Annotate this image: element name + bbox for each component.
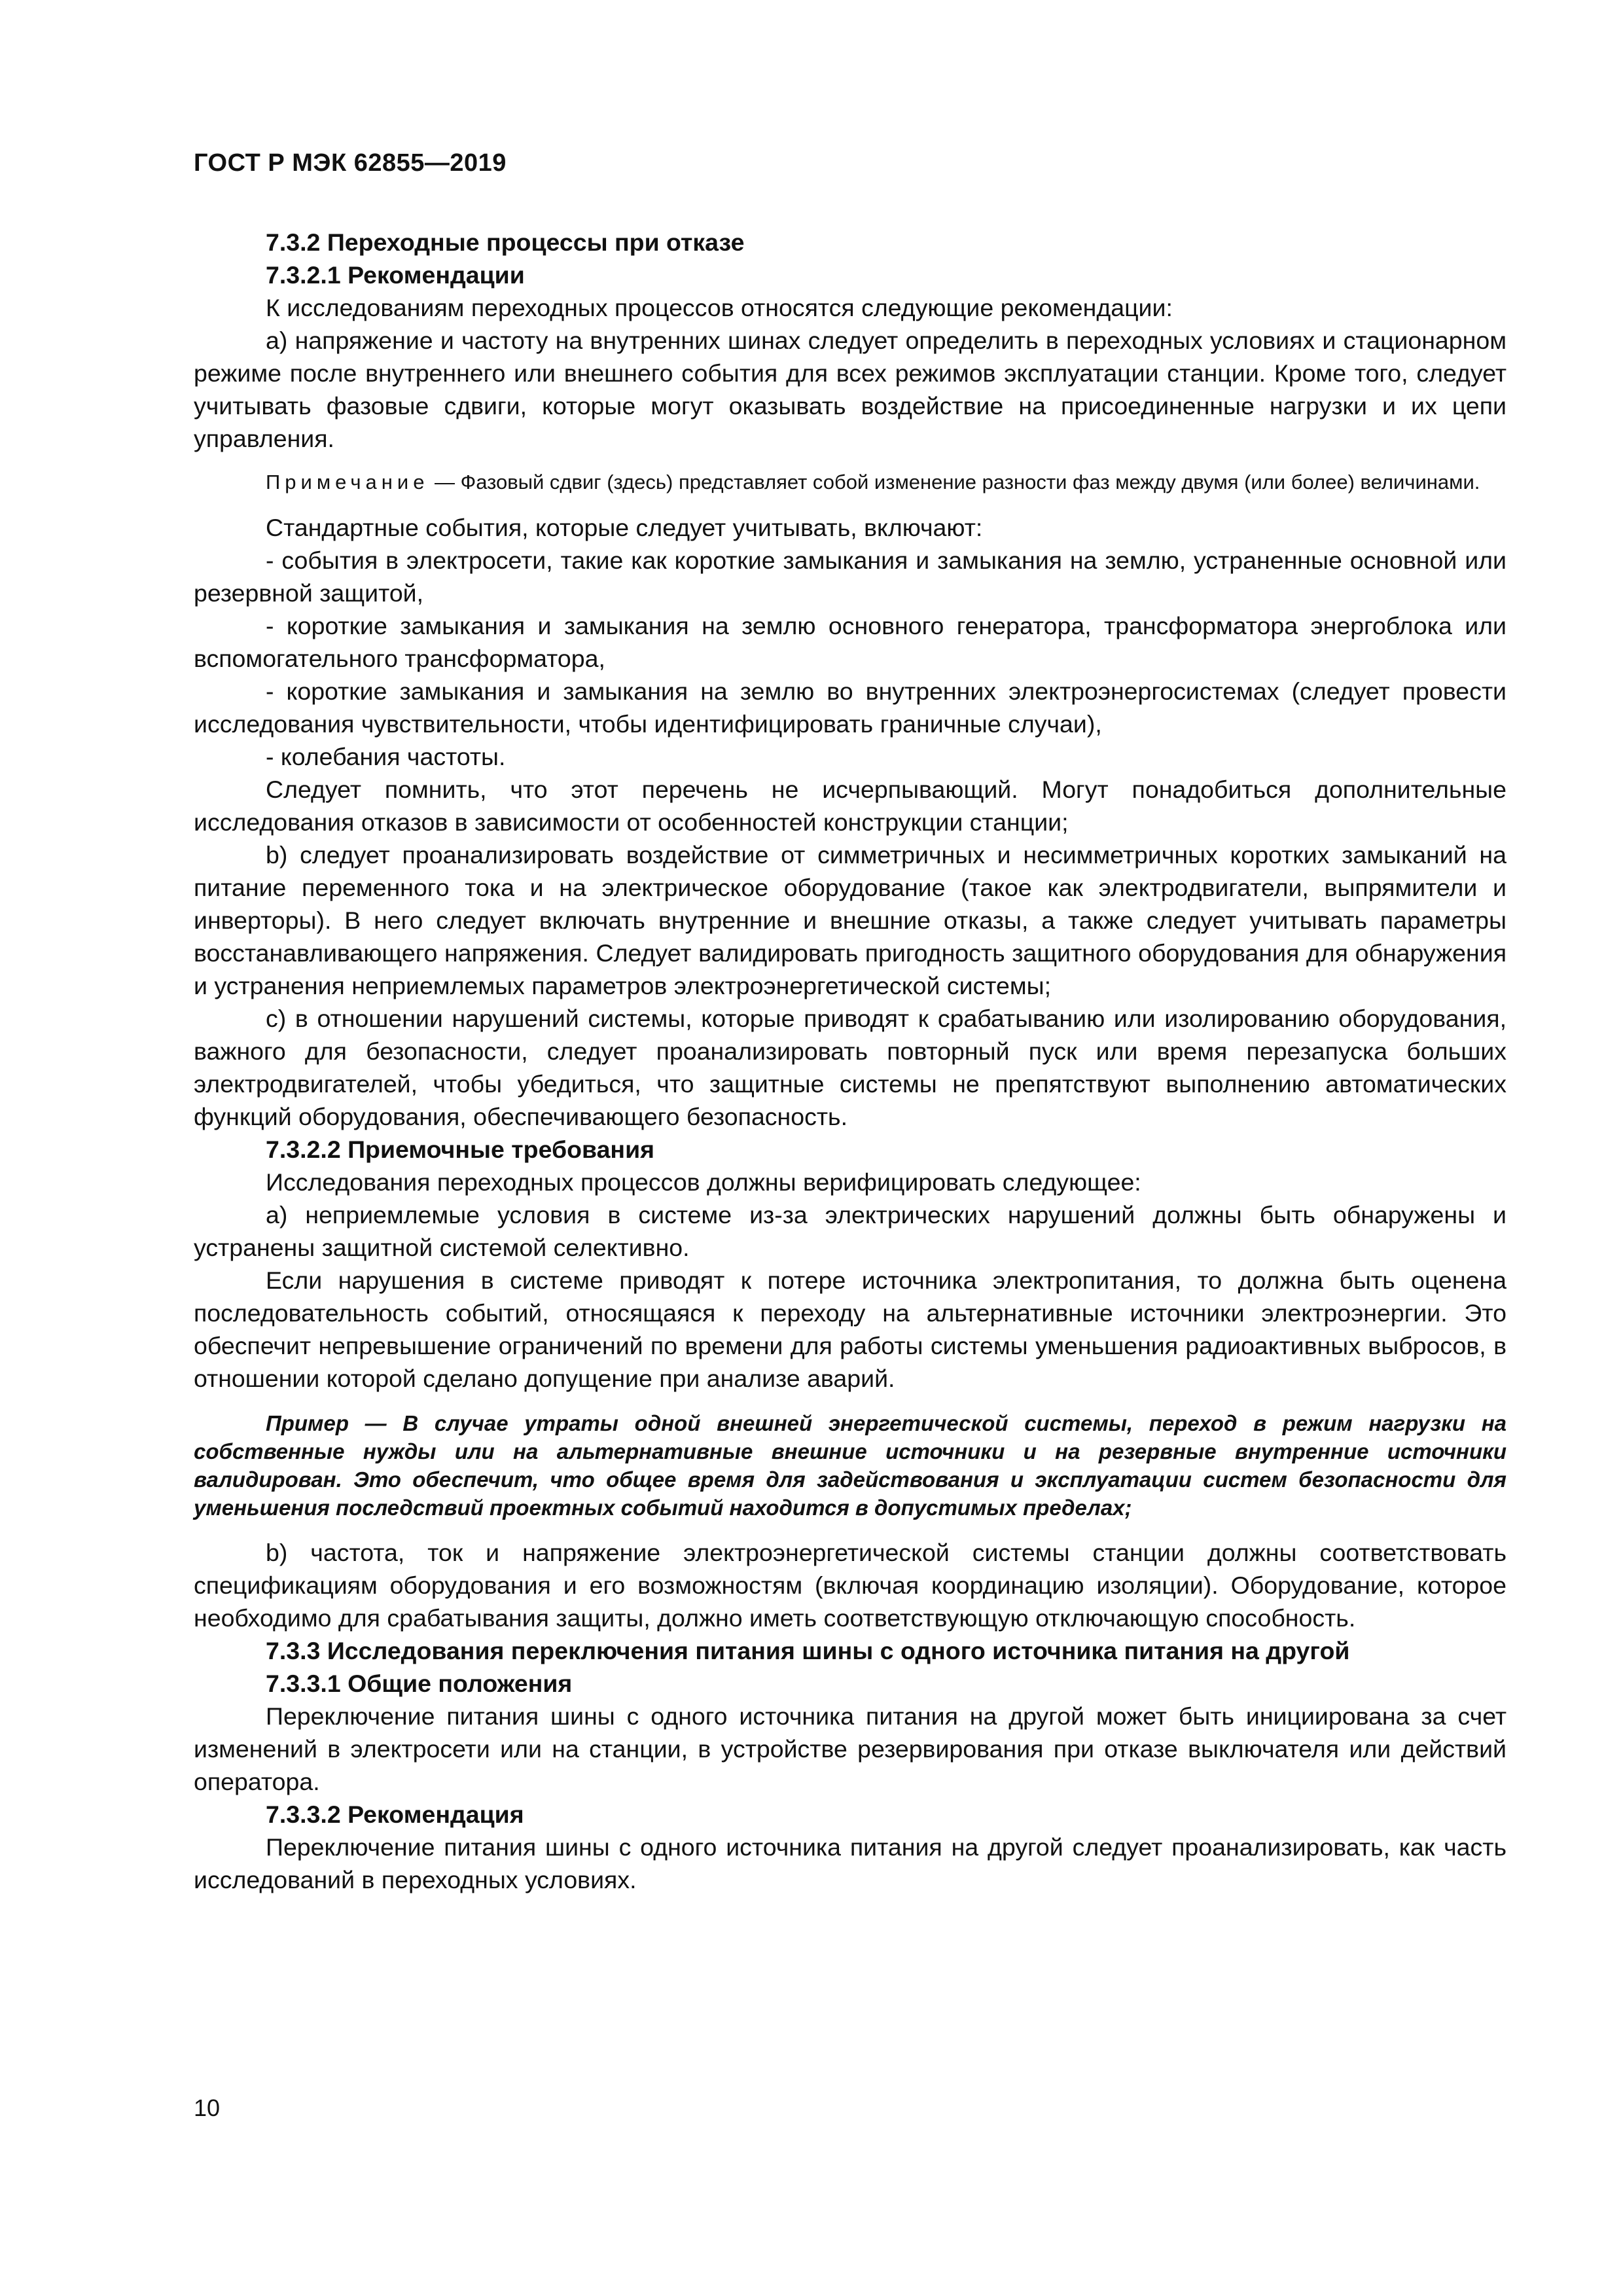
paragraph: Переключение питания шины с одного источника питания на другой может быть инициирована за счет изменений в электросети или на станции, в устройстве резервирования при отказе выключателя или действий оператора.	[194, 1702, 1507, 1795]
paragraph: a) напряжение и частоту на внутренних шинах следует определить в переходных условиях и стационарном режиме после внутреннего или внешнего события для всех режимов эксплуатации станции. Кроме того, следует учитывать фазовые сдвиги, которые могут оказывать воздействие на присоединенные нагрузки и их цепи управления.	[194, 327, 1507, 452]
paragraph: Исследования переходных процессов должны верифицировать следующее:	[266, 1168, 1141, 1196]
page-number: 10	[194, 2094, 221, 2121]
paragraph: Если нарушения в системе приводят к потере источника электропитания, то должна быть оценена последовательность событий, относящаяся к переходу на альтернативные источники электроэнергии. Это обеспечит непревышение ограничений по времени для работы системы уменьшения радиоактивных выбросов, в отношении которой сделано допущение при анализе аварий.	[194, 1266, 1507, 1392]
example: Пример — В случае утраты одной внешней энергетической системы, переход в режим нагрузки на собственные нужды или на альтернативные внешние источники и на резервные внутренние источники валидирован. Это обеспечит, что общее время для задействования и эксплуатации систем безопасности для уменьшения последствий проектных событий находится в допустимых пределах;	[194, 1411, 1507, 1520]
section-heading: 7.3.3.2 Рекомендация	[266, 1801, 524, 1828]
list-item: - короткие замыкания и замыкания на землю основного генератора, трансформатора энергоблока или вспомогательного трансформатора,	[194, 612, 1507, 672]
paragraph: Стандартные события, которые следует учитывать, включают:	[266, 514, 983, 541]
list-item: - колебания частоты.	[266, 743, 506, 770]
paragraph: a) неприемлемые условия в системе из-за электрических нарушений должны быть обнаружены и устранены защитной системой селективно.	[194, 1201, 1507, 1261]
section-heading: 7.3.2 Переходные процессы при отказе	[266, 228, 745, 256]
note-text: — Фазовый сдвиг (здесь) представляет собой изменение разности фаз между двумя (или более) величинами.	[429, 471, 1480, 493]
paragraph: b) следует проанализировать воздействие от симметричных и несимметричных коротких замыканий на питание переменного тока и на электрическое оборудование (такое как электродвигатели, выпрямители и инверторы). В него следует включать внутренние и внешние отказы, а также следует учитывать параметры восстанавливающего напряжения. Следует валидировать пригодность защитного оборудования для обнаружения и устранения неприемлемых параметров электроэнергетической системы;	[194, 841, 1507, 999]
paragraph: c) в отношении нарушений системы, которые приводят к срабатыванию или изолированию оборудования, важного для безопасности, следует проанализировать повторный пуск или время перезапуска больших электродвигателей, чтобы убедиться, что защитные системы не препятствуют выполнению автоматических функций оборудования, обеспечивающего безопасность.	[194, 1005, 1507, 1130]
paragraph: Следует помнить, что этот перечень не исчерпывающий. Могут понадобиться дополнительные исследования отказов в зависимости от особенностей конструкции станции;	[194, 776, 1507, 836]
list-item: - события в электросети, такие как короткие замыкания и замыкания на землю, устраненные основной или резервной защитой,	[194, 547, 1507, 607]
section-heading: 7.3.2.2 Приемочные требования	[266, 1136, 655, 1163]
paragraph: Переключение питания шины с одного источника питания на другой следует проанализировать, как часть исследований в переходных условиях.	[194, 1833, 1507, 1893]
section-heading: 7.3.3.1 Общие положения	[266, 1670, 573, 1697]
document-header: ГОСТ Р МЭК 62855—2019	[194, 149, 507, 177]
list-item: - короткие замыкания и замыкания на землю во внутренних электроэнергосистемах (следует провести исследования чувствительности, чтобы идентифицировать граничные случаи),	[194, 677, 1507, 738]
section-heading: 7.3.3 Исследования переключения питания шины с одного источника питания на другой	[266, 1637, 1350, 1664]
note	[194, 468, 1507, 497]
paragraph: К исследованиям переходных процессов относятся следующие рекомендации:	[266, 294, 1173, 321]
document-body	[194, 226, 1507, 1896]
note-label: Примечание	[266, 471, 429, 493]
section-heading: 7.3.2.1 Рекомендации	[266, 261, 525, 289]
paragraph: b) частота, ток и напряжение электроэнергетической системы станции должны соответствовать спецификациям оборудования и его возможностям (включая координацию изоляции). Оборудование, которое необходимо для срабатывания защиты, должно иметь соответствующую отключающую способность.	[194, 1539, 1507, 1632]
